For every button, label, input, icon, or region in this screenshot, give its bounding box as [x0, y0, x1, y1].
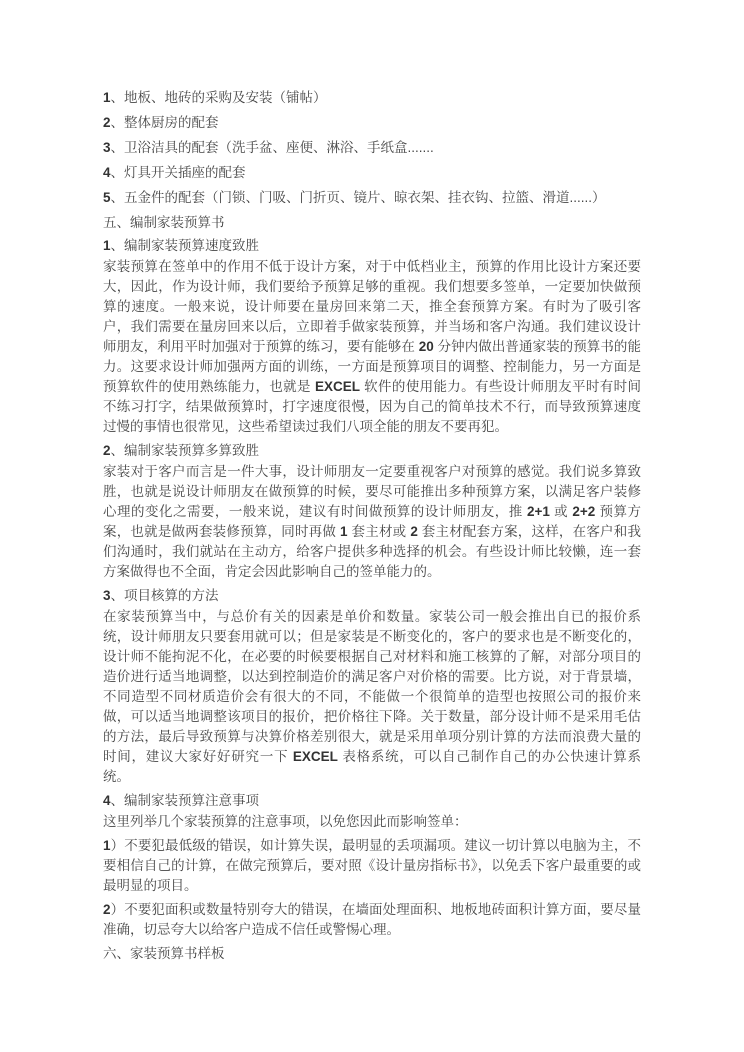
paragraph: [103, 607, 641, 787]
bold-text-run: 1: [103, 838, 111, 853]
text-run: 、五金件的配套（门锁、门吸、门折页、镜片、晾衣架、挂衣钩、拉篮、滑道......）: [110, 190, 606, 205]
text-run: 表格系统，可以自己制作自己的办公快速计算系统。: [103, 749, 641, 784]
bold-text-run: 1: [103, 238, 111, 253]
sub-heading: [103, 791, 641, 811]
text-run: 、灯具开关插座的配套: [110, 165, 246, 180]
text-run: 或: [549, 504, 573, 519]
text-run: 、整体厨房的配套: [110, 115, 219, 130]
sub-heading: [103, 441, 641, 461]
text-run: 六、家装预算书样板: [103, 946, 225, 961]
paragraph: [103, 462, 641, 582]
sub-heading: [103, 586, 641, 606]
text-run: 套主材或: [347, 524, 411, 539]
text-run: 家装预算在签单中的作用不低于设计方案，对于中低档业主，预算的作用比设计方案还要大，因此，作为设计师，我们要给予预算足够的重视。我们想要多签单，一定要加快做预算的速度。一般来说，设计师要在量房回来第二天，推全套预算方案。有时为了吸引客户，我们需要在量房回来以后，立即着手做家装预算，并当场和客户沟通。我们建议设计师朋友，利用平时加强对于预算的练习，要有能够在: [103, 259, 641, 354]
section-heading: [103, 213, 641, 233]
text-run: 在家装预算当中，与总价有关的因素是单价和数量。家装公司一般会推出自已的报价系统，设计师朋友只要套用就可以；但是家装是不断变化的，客户的要求也是不断变化的，设计师不能拘泥不化，在必要的时候要根据自己对材料和施工核算的了解，对部分项目的造价进行适当地调整，以达到控制造价的满足客户对价格的需要。比方说，对于背景墙，不同造型不同材质造价会有很大的不同，不能做一个很简单的造型也按照公司的报价来做，可以适当地调整该项目的报价，把价格往下降。关于数量，部分设计师不是采用毛估的方法，最后导致预算与决算价格差别很大，就是采用单项分别计算的方法而浪费大量的时间，建议大家好好研究一下: [103, 609, 641, 764]
text-run: 五、编制家装预算书: [103, 215, 225, 230]
text-run: 、编制家装预算速度致胜: [110, 238, 260, 253]
text-run: 这里列举几个家装预算的注意事项，以免您因此而影响签单：: [103, 814, 468, 829]
bold-text-run: 3: [103, 588, 111, 603]
text-run: ）不要犯面积或数量特别夸大的错误，在墙面处理面积、地板地砖面积计算方面，要尽量准确，切忌夸大以给客户造成不信任或警惕心理。: [103, 902, 641, 937]
sub-heading: [103, 236, 641, 256]
paragraph: [103, 257, 641, 437]
bold-text-run: 2: [103, 115, 111, 130]
paragraph: [103, 836, 641, 896]
bold-text-run: 5: [103, 190, 111, 205]
bold-text-run: 20: [418, 339, 434, 354]
text-run: 套主材配套方案，这样，在客户和我们沟通时，我们就站在主动方，给客户提供多种选择的机会。有些设计师比较懒，连一套方案做得也不全面，肯定会因此影响自己的签单能力的。: [103, 524, 641, 579]
bold-text-run: 2+2: [572, 504, 596, 519]
text-run: 家装对于客户而言是一件大事，设计师朋友一定要重视客户对预算的感觉。我们说多算致胜，也就是说设计师朋友在做预算的时候，要尽可能推出多种预算方案，以满足客户装修心理的变化之需要，一般来说，建议有时间做预算的设计师朋友，推: [103, 464, 641, 519]
bold-text-run: 2: [410, 524, 418, 539]
bold-text-run: 4: [103, 793, 111, 808]
text-run: 分钟内做出普通家装的预算书的能力。这要求设计师加强两方面的训练，一方面是预算项目的调整、控制能力，另一方面是预算软件的使用熟练能力，也就是: [103, 339, 641, 394]
text-run: 、卫浴洁具的配套（洗手盆、座便、淋浴、手纸盒.......: [110, 140, 434, 155]
bold-text-run: EXCEL: [292, 749, 338, 764]
paragraph: [103, 900, 641, 940]
bold-text-run: 1: [340, 524, 348, 539]
document-content: [103, 88, 641, 964]
list-item: [103, 188, 641, 208]
section-heading: [103, 944, 641, 964]
text-run: 、编制家装预算多算致胜: [110, 443, 260, 458]
bold-text-run: 2: [103, 443, 111, 458]
list-item: [103, 138, 641, 158]
bold-text-run: 1: [103, 90, 111, 105]
text-run: 预算方案，也就是做两套装修预算，同时再做: [103, 504, 641, 539]
text-run: 、项目核算的方法: [110, 588, 219, 603]
text-run: 、地板、地砖的采购及安装（铺帖）: [110, 90, 327, 105]
text-run: 、编制家装预算注意事项: [110, 793, 260, 808]
text-run: ）不要犯最低级的错误，如计算失误，最明显的丢项漏项。建议一切计算以电脑为主，不要相信自己的计算，在做完预算后，要对照《设计量房指标书》，以免丢下客户最重要的或最明显的项目。: [103, 838, 641, 893]
bold-text-run: 2+1: [526, 504, 550, 519]
list-item: [103, 88, 641, 108]
text-run: 软件的使用能力。有些设计师朋友平时有时间不练习打字，结果做预算时，打字速度很慢，因为自己的简单技术不行，而导致预算速度过慢的事情也很常见，这些希望读过我们八项全能的朋友不要再犯。: [103, 379, 641, 434]
bold-text-run: 2: [103, 902, 111, 917]
paragraph: [103, 812, 641, 832]
list-item: [103, 163, 641, 183]
bold-text-run: EXCEL: [315, 379, 361, 394]
bold-text-run: 3: [103, 140, 111, 155]
bold-text-run: 4: [103, 165, 111, 180]
list-item: [103, 113, 641, 133]
